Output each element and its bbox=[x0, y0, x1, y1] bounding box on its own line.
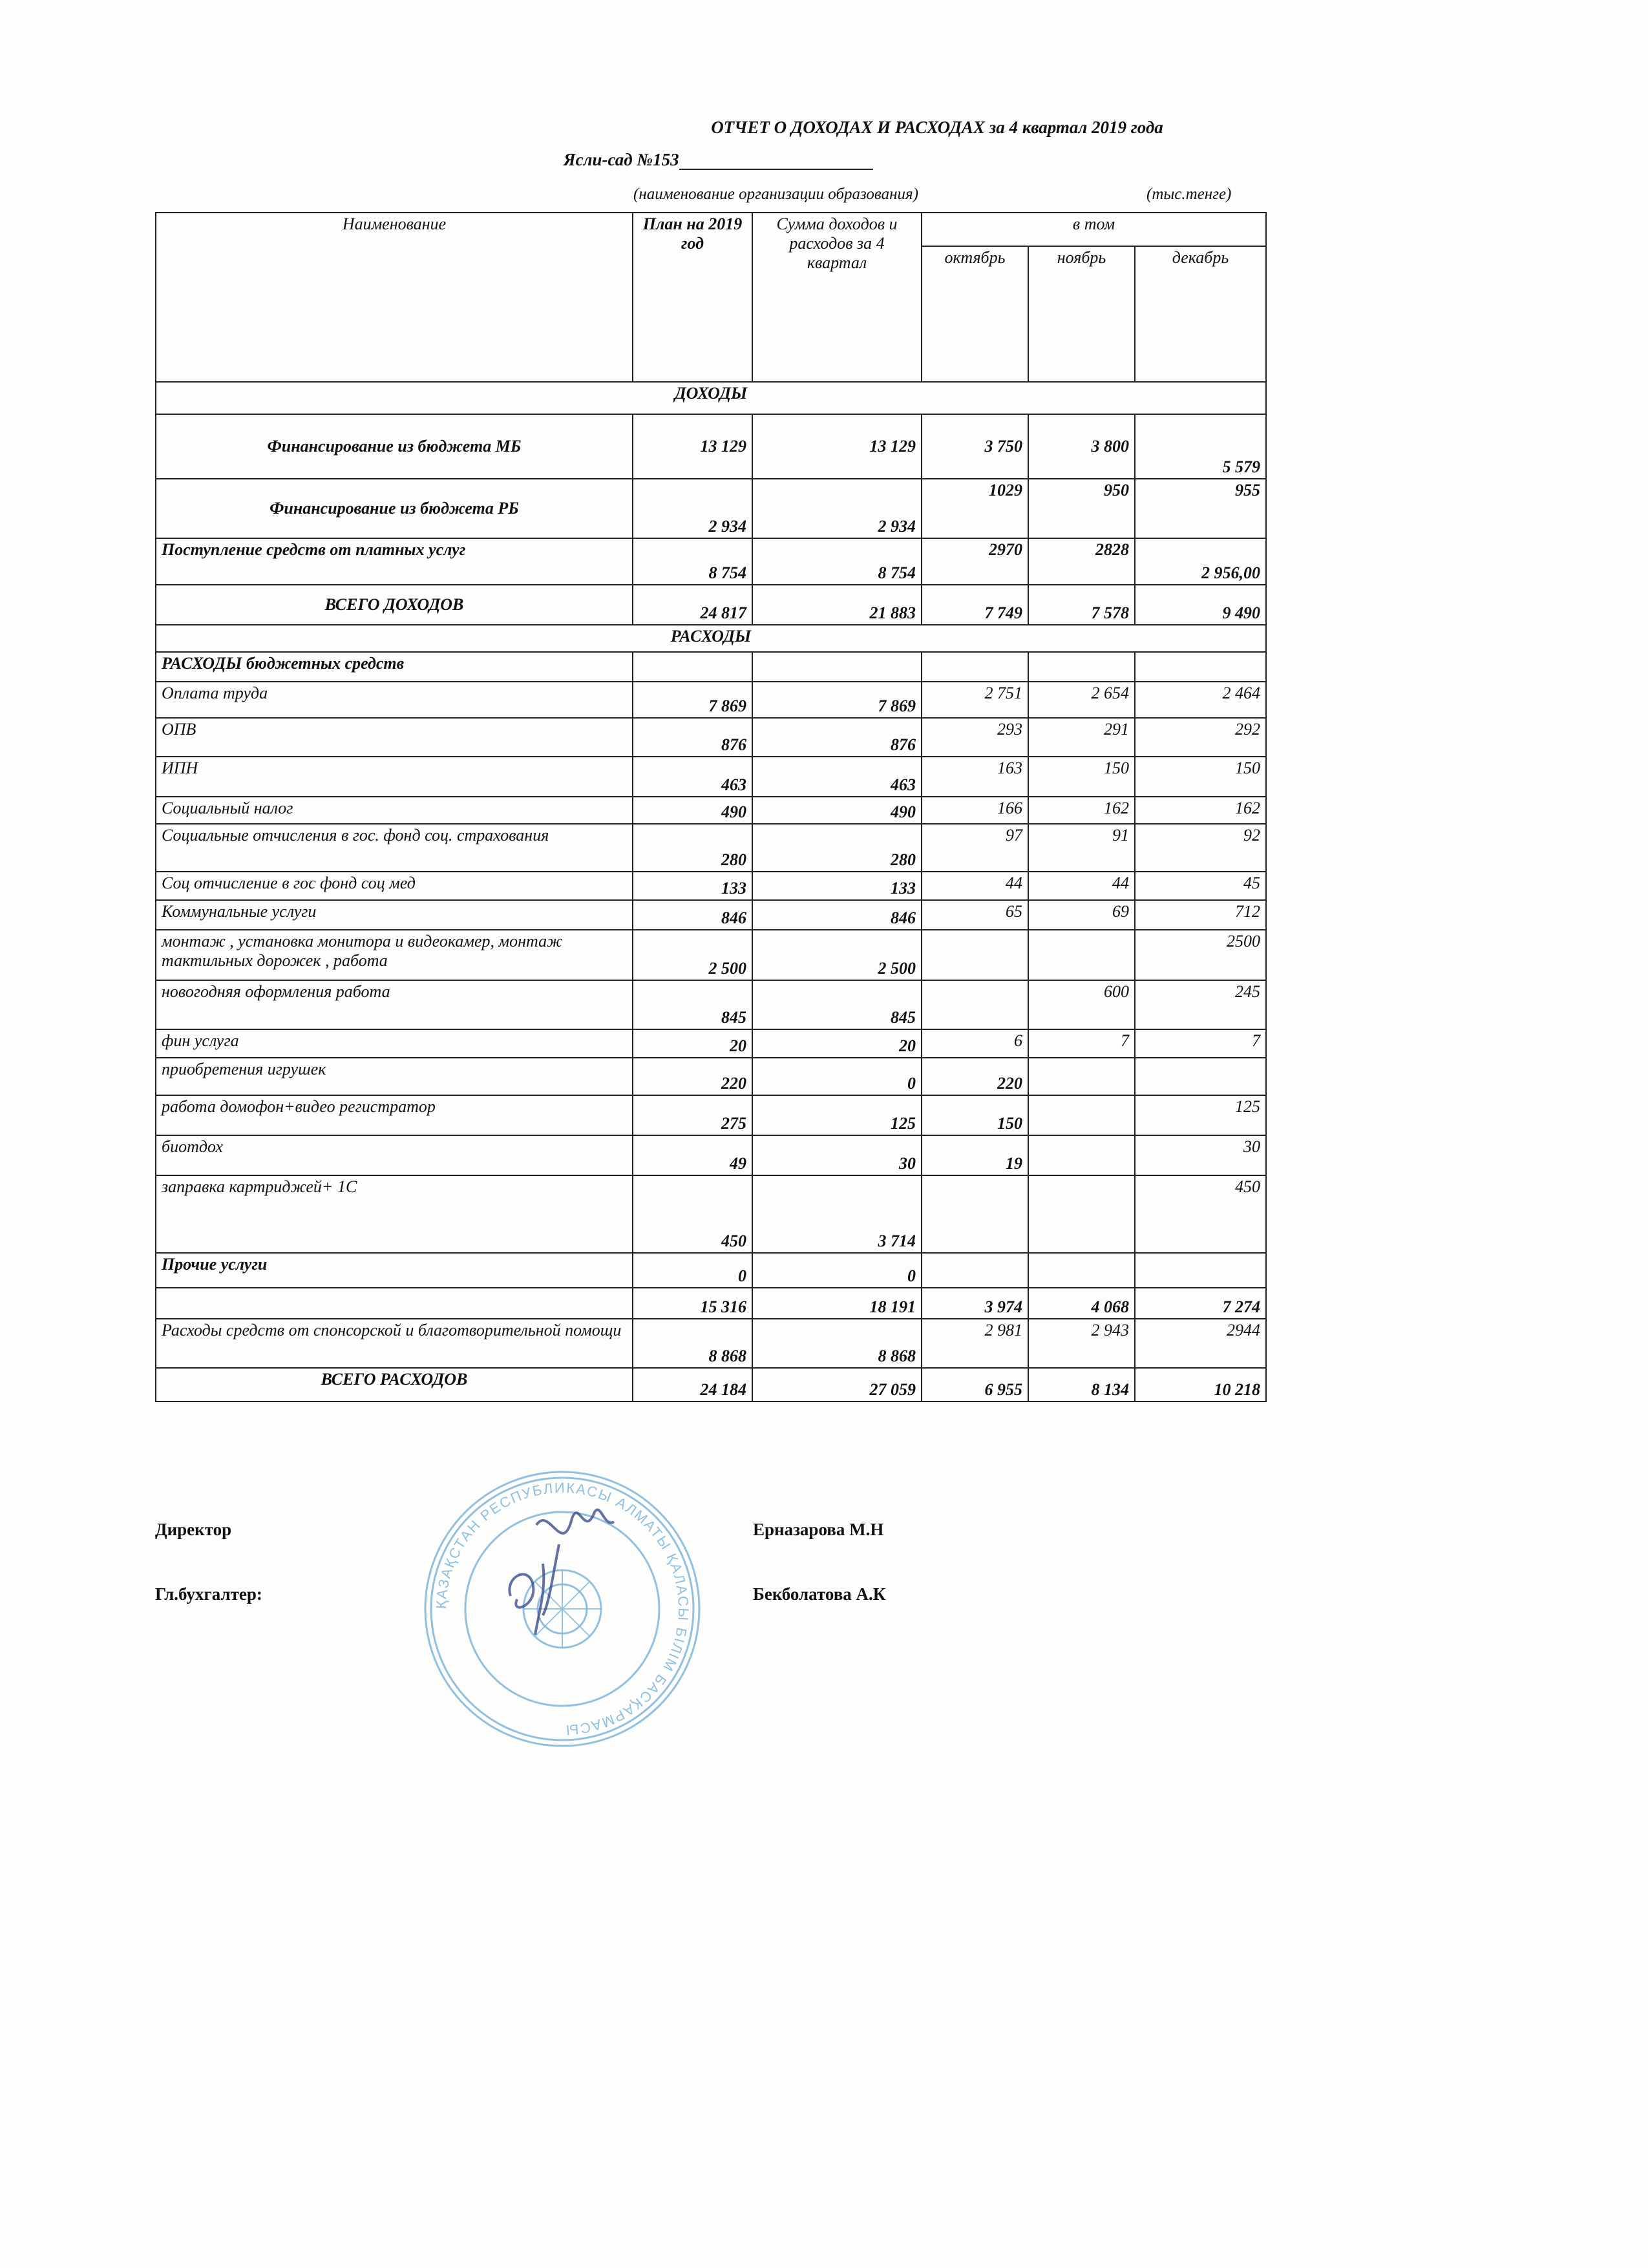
cell-m2: 69 bbox=[1028, 900, 1135, 930]
income-section-title: ДОХОДЫ bbox=[156, 382, 1266, 414]
official-stamp bbox=[420, 1467, 704, 1751]
cell-m2: 7 bbox=[1028, 1029, 1135, 1058]
expense-section-title: РАСХОДЫ bbox=[156, 625, 1266, 652]
org-name: Ясли-сад №153 bbox=[564, 150, 679, 169]
cell-m1: 3 750 bbox=[922, 414, 1028, 479]
cell-plan: 15 316 bbox=[633, 1288, 752, 1319]
cell-m3: 45 bbox=[1135, 872, 1266, 900]
units-caption: (тыс.тенге) bbox=[1146, 185, 1232, 203]
cell-m2: 291 bbox=[1028, 718, 1135, 757]
expense-row bbox=[156, 1135, 1266, 1175]
cell-m3: 92 bbox=[1135, 824, 1266, 872]
empty-cell bbox=[752, 652, 922, 682]
cell-sum: 876 bbox=[752, 718, 922, 757]
cell-m1: 2 751 bbox=[922, 682, 1028, 718]
cell-m1: 44 bbox=[922, 872, 1028, 900]
cell-m1: 6 bbox=[922, 1029, 1028, 1058]
expense-row bbox=[156, 1175, 1266, 1253]
cell-m2: 162 bbox=[1028, 797, 1135, 824]
cell-m1: 150 bbox=[922, 1095, 1028, 1135]
header-row-1 bbox=[156, 213, 1266, 246]
cell-plan: 13 129 bbox=[633, 414, 752, 479]
cell-m2 bbox=[1028, 1058, 1135, 1095]
expense-row bbox=[156, 1095, 1266, 1135]
cell-m1: 19 bbox=[922, 1135, 1028, 1175]
cell-plan: 133 bbox=[633, 872, 752, 900]
row-name: Коммунальные услуги bbox=[156, 900, 633, 930]
row-name: ИПН bbox=[156, 757, 633, 797]
expense-row bbox=[156, 824, 1266, 872]
cell-m2 bbox=[1028, 930, 1135, 980]
col-header-sum: Сумма доходов и расходов за 4 квартал bbox=[752, 213, 922, 382]
cell-m1: 6 955 bbox=[922, 1368, 1028, 1402]
row-name: работа домофон+видео регистратор bbox=[156, 1095, 633, 1135]
cell-m3: 245 bbox=[1135, 980, 1266, 1029]
cell-m2: 600 bbox=[1028, 980, 1135, 1029]
cell-m1: 163 bbox=[922, 757, 1028, 797]
cell-m3: 9 490 bbox=[1135, 585, 1266, 625]
cell-sum: 8 754 bbox=[752, 538, 922, 585]
cell-plan: 8 754 bbox=[633, 538, 752, 585]
row-name: заправка картриджей+ 1С bbox=[156, 1175, 633, 1253]
cell-plan: 0 bbox=[633, 1253, 752, 1288]
row-name: Поступление средств от платных услуг bbox=[156, 538, 633, 585]
director-label: Директор bbox=[155, 1520, 232, 1539]
report-title bbox=[0, 118, 1648, 138]
cell-m2: 3 800 bbox=[1028, 414, 1135, 479]
expense-row bbox=[156, 930, 1266, 980]
expense-row bbox=[156, 980, 1266, 1029]
expense-section-row bbox=[156, 625, 1266, 652]
cell-m2: 2 943 bbox=[1028, 1319, 1135, 1368]
expense-row bbox=[156, 1058, 1266, 1095]
expense-row bbox=[156, 1029, 1266, 1058]
cell-plan: 24 184 bbox=[633, 1368, 752, 1402]
cell-m1: 65 bbox=[922, 900, 1028, 930]
cell-sum: 846 bbox=[752, 900, 922, 930]
cell-plan: 876 bbox=[633, 718, 752, 757]
cell-m3: 7 274 bbox=[1135, 1288, 1266, 1319]
org-underline bbox=[679, 152, 873, 170]
cell-m3: 2 956,00 bbox=[1135, 538, 1266, 585]
cell-m3: 7 bbox=[1135, 1029, 1266, 1058]
cell-plan: 7 869 bbox=[633, 682, 752, 718]
cell-m2: 7 578 bbox=[1028, 585, 1135, 625]
cell-plan: 846 bbox=[633, 900, 752, 930]
cell-plan: 450 bbox=[633, 1175, 752, 1253]
cell-sum: 490 bbox=[752, 797, 922, 824]
cell-m3: 292 bbox=[1135, 718, 1266, 757]
cell-m1: 3 974 bbox=[922, 1288, 1028, 1319]
cell-m2: 2828 bbox=[1028, 538, 1135, 585]
cell-plan: 220 bbox=[633, 1058, 752, 1095]
col-header-october: октябрь bbox=[922, 246, 1028, 382]
cell-m1: 2970 bbox=[922, 538, 1028, 585]
org-caption: (наименование организации образования) bbox=[633, 185, 918, 203]
cell-m1 bbox=[922, 1253, 1028, 1288]
row-name: Социальный налог bbox=[156, 797, 633, 824]
col-header-plan: План на 2019 год bbox=[633, 213, 752, 382]
cell-m3: 955 bbox=[1135, 479, 1266, 538]
cell-m3 bbox=[1135, 1058, 1266, 1095]
cell-plan: 2 934 bbox=[633, 479, 752, 538]
income-row bbox=[156, 414, 1266, 479]
total-expense-row bbox=[156, 1368, 1266, 1402]
cell-m3: 125 bbox=[1135, 1095, 1266, 1135]
expense-group-title: РАСХОДЫ бюджетных средств bbox=[156, 652, 633, 682]
cell-m3: 150 bbox=[1135, 757, 1266, 797]
col-header-december: декабрь bbox=[1135, 246, 1266, 382]
cell-sum: 20 bbox=[752, 1029, 922, 1058]
cell-plan: 2 500 bbox=[633, 930, 752, 980]
org-line bbox=[564, 150, 873, 170]
row-name: биотдох bbox=[156, 1135, 633, 1175]
income-row bbox=[156, 585, 1266, 625]
cell-m2: 2 654 bbox=[1028, 682, 1135, 718]
row-name: фин услуга bbox=[156, 1029, 633, 1058]
cell-sum: 0 bbox=[752, 1253, 922, 1288]
expense-row bbox=[156, 872, 1266, 900]
cell-m3: 162 bbox=[1135, 797, 1266, 824]
expense-row bbox=[156, 757, 1266, 797]
cell-m1: 97 bbox=[922, 824, 1028, 872]
cell-sum: 21 883 bbox=[752, 585, 922, 625]
cell-plan: 490 bbox=[633, 797, 752, 824]
expense-group-row bbox=[156, 652, 1266, 682]
expense-row bbox=[156, 682, 1266, 718]
row-name: монтаж , установка монитора и видеокамер, монтаж тактильных дорожек , работа bbox=[156, 930, 633, 980]
expense-row bbox=[156, 1288, 1266, 1319]
cell-sum: 8 868 bbox=[752, 1319, 922, 1368]
row-name: приобретения игрушек bbox=[156, 1058, 633, 1095]
cell-m3: 2 464 bbox=[1135, 682, 1266, 718]
col-header-name: Наименование bbox=[156, 213, 633, 382]
cell-m2: 150 bbox=[1028, 757, 1135, 797]
cell-plan: 49 bbox=[633, 1135, 752, 1175]
accountant-label: Гл.бухгалтер: bbox=[155, 1584, 262, 1604]
cell-sum: 280 bbox=[752, 824, 922, 872]
cell-m2: 950 bbox=[1028, 479, 1135, 538]
cell-sum: 125 bbox=[752, 1095, 922, 1135]
cell-sum: 3 714 bbox=[752, 1175, 922, 1253]
income-row bbox=[156, 538, 1266, 585]
cell-sum: 463 bbox=[752, 757, 922, 797]
empty-cell bbox=[1135, 652, 1266, 682]
cell-sum: 30 bbox=[752, 1135, 922, 1175]
cell-m3: 2944 bbox=[1135, 1319, 1266, 1368]
cell-m3: 450 bbox=[1135, 1175, 1266, 1253]
expense-row bbox=[156, 1319, 1266, 1368]
expense-row bbox=[156, 1253, 1266, 1288]
cell-m2 bbox=[1028, 1135, 1135, 1175]
cell-m2: 4 068 bbox=[1028, 1288, 1135, 1319]
row-name: Финансирование из бюджета МБ bbox=[156, 414, 633, 479]
income-row bbox=[156, 479, 1266, 538]
cell-m1: 7 749 bbox=[922, 585, 1028, 625]
cell-plan: 463 bbox=[633, 757, 752, 797]
cell-sum: 27 059 bbox=[752, 1368, 922, 1402]
cell-m3: 712 bbox=[1135, 900, 1266, 930]
cell-plan: 845 bbox=[633, 980, 752, 1029]
cell-m2: 8 134 bbox=[1028, 1368, 1135, 1402]
cell-m3: 2500 bbox=[1135, 930, 1266, 980]
expense-row bbox=[156, 797, 1266, 824]
row-name: Финансирование из бюджета РБ bbox=[156, 479, 633, 538]
income-section-row bbox=[156, 382, 1266, 414]
cell-m3: 5 579 bbox=[1135, 414, 1266, 479]
empty-cell bbox=[922, 652, 1028, 682]
accountant-name: Бекболатова А.К bbox=[753, 1584, 886, 1604]
expense-row bbox=[156, 718, 1266, 757]
cell-m2 bbox=[1028, 1253, 1135, 1288]
col-header-group: в том bbox=[922, 213, 1266, 246]
cell-m3: 10 218 bbox=[1135, 1368, 1266, 1402]
cell-m2 bbox=[1028, 1095, 1135, 1135]
cell-sum: 133 bbox=[752, 872, 922, 900]
cell-m2: 44 bbox=[1028, 872, 1135, 900]
cell-m1: 1029 bbox=[922, 479, 1028, 538]
col-header-november: ноябрь bbox=[1028, 246, 1135, 382]
expense-row bbox=[156, 900, 1266, 930]
cell-sum: 18 191 bbox=[752, 1288, 922, 1319]
cell-m1: 166 bbox=[922, 797, 1028, 824]
cell-m2 bbox=[1028, 1175, 1135, 1253]
row-name: ОПВ bbox=[156, 718, 633, 757]
cell-sum: 7 869 bbox=[752, 682, 922, 718]
row-name: Прочие услуги bbox=[156, 1253, 633, 1288]
empty-cell bbox=[633, 652, 752, 682]
cell-plan: 8 868 bbox=[633, 1319, 752, 1368]
cell-m3 bbox=[1135, 1253, 1266, 1288]
cell-m2: 91 bbox=[1028, 824, 1135, 872]
cell-sum: 13 129 bbox=[752, 414, 922, 479]
row-name bbox=[156, 1288, 633, 1319]
cell-m1 bbox=[922, 1175, 1028, 1253]
cell-sum: 2 934 bbox=[752, 479, 922, 538]
cell-sum: 2 500 bbox=[752, 930, 922, 980]
cell-plan: 275 bbox=[633, 1095, 752, 1135]
cell-m1: 220 bbox=[922, 1058, 1028, 1095]
report-title-text: ОТЧЕТ О ДОХОДАХ И РАСХОДАХ за 4 квартал 2019 года bbox=[711, 118, 1163, 137]
cell-m1 bbox=[922, 980, 1028, 1029]
row-name: Расходы средств от спонсорской и благотворительной помощи bbox=[156, 1319, 633, 1368]
cell-m1: 293 bbox=[922, 718, 1028, 757]
cell-plan: 280 bbox=[633, 824, 752, 872]
stamp-ring-text: ҚАЗАҚСТАН РЕСПУБЛИКАСЫ АЛМАТЫ ҚАЛАСЫ БІЛІМ БАСҚАРМАСЫ bbox=[432, 1479, 692, 1739]
row-name: Оплата труда bbox=[156, 682, 633, 718]
report-table bbox=[155, 212, 1267, 1402]
row-name: ВСЕГО ДОХОДОВ bbox=[156, 585, 633, 625]
cell-m1 bbox=[922, 930, 1028, 980]
cell-sum: 845 bbox=[752, 980, 922, 1029]
row-name: Соц отчисление в гос фонд соц мед bbox=[156, 872, 633, 900]
cell-plan: 24 817 bbox=[633, 585, 752, 625]
cell-sum: 0 bbox=[752, 1058, 922, 1095]
row-name: новогодняя оформления работа bbox=[156, 980, 633, 1029]
row-name: ВСЕГО РАСХОДОВ bbox=[156, 1368, 633, 1402]
cell-m1: 2 981 bbox=[922, 1319, 1028, 1368]
director-name: Ерназарова М.Н bbox=[753, 1520, 884, 1539]
cell-plan: 20 bbox=[633, 1029, 752, 1058]
cell-m3: 30 bbox=[1135, 1135, 1266, 1175]
row-name: Социальные отчисления в гос. фонд соц. страхования bbox=[156, 824, 633, 872]
empty-cell bbox=[1028, 652, 1135, 682]
